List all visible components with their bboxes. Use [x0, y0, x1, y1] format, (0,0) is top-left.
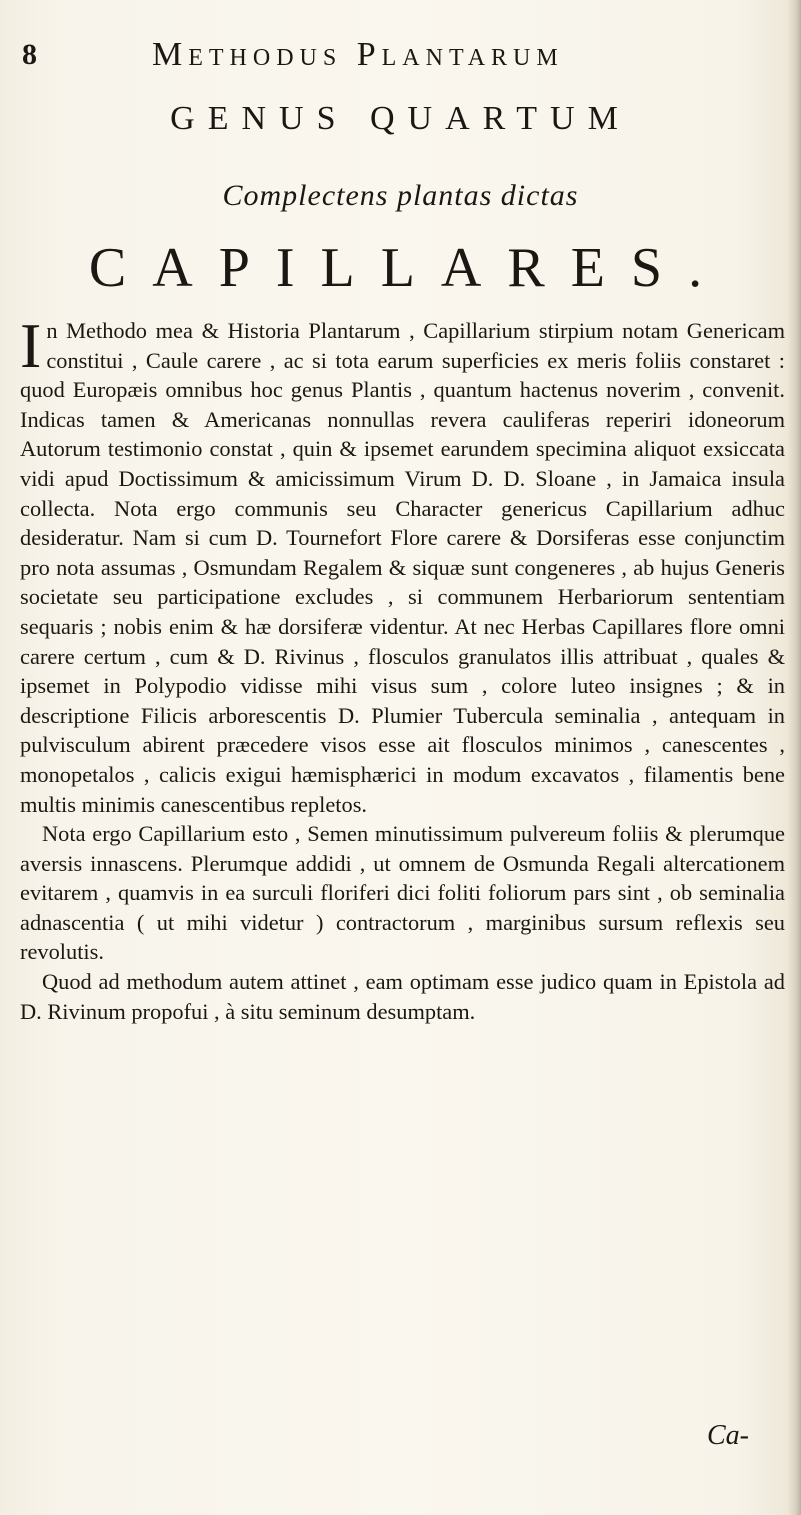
body-text	[20, 310, 785, 1026]
page-edge-shadow	[787, 0, 801, 1515]
paragraph-3: Quod ad methodum autem attinet , eam optimam esse judico quam in Epistola ad D. Rivinum propofui , à situ seminum desumptam.	[20, 969, 785, 1024]
running-head	[0, 36, 801, 76]
running-head-title: Methodus Plantarum	[152, 36, 564, 73]
catchword: Ca-	[707, 1420, 749, 1451]
paragraph-1	[20, 310, 785, 819]
page-number: 8	[22, 38, 37, 71]
drop-cap: I	[20, 310, 42, 381]
section-subtitle: Complectens plantas dictas	[222, 179, 579, 212]
genus-heading: GENUS QUARTUM	[170, 100, 631, 137]
paragraph-2: Nota ergo Capillarium esto , Semen minutissimum pulvereum foliis & plerumque aversis innascens. Plerumque addidi , ut omnem de Osmunda Regali altercationem evitarem , quamvis in ea surculi floriferi dici foliti foliorum pars sint , ob seminalia adnascentia ( ut mihi videtur ) contractorum , marginibus sursum reflexis seu revolutis.	[20, 821, 785, 965]
paragraph-1-text: n Methodo mea & Historia Plantarum , Capillarium stirpium notam Genericam constitui , Caule carere , ac si tota earum superficies ex meris foliis constaret : quod Europæis omnibus hoc genus Plantis , quantum hactenus noverim , convenit. Indicas tamen & Americanas nonnullas revera cauliferas reperiri idoneorum Autorum testimonio constat , quin & ipsemet earundem specimina aliquot exsiccata vidi apud Doctissimum & amicissimum Virum D. D. Sloane , in Jamaica insula collecta. Nota ergo communis seu Character genericus Capillarium adhuc desideratur. Nam si cum D. Tournefort Flore carere & Dorsiferas esse conjunctim pro nota assumas , Osmundam Regalem & siquæ sunt congeneres , ab hujus Generis societate seu participatione excludes , si communem Herbariorum sententiam sequaris ; nobis enim & hæ dorsiferæ videntur. At nec Herbas Capillares flore omni carere certum , cum & D. Rivinus , flosculos granulatos illis attribuat , quales & ipsemet in Polypodio vidisse mihi visus sum , colore luteo insignes ; & in descriptione Filicis arborescentis D. Plumier Tubercula seminalia , antequam in pulvisculum abirent præcedere visos esse ait flosculos minimos , canescentes , monopetalos , calicis exigui hæmisphærici in modum excavatos , filamentis bene multis minimis canescentibus repletos.	[20, 318, 785, 817]
section-title: CAPILLARES.	[88, 237, 729, 299]
